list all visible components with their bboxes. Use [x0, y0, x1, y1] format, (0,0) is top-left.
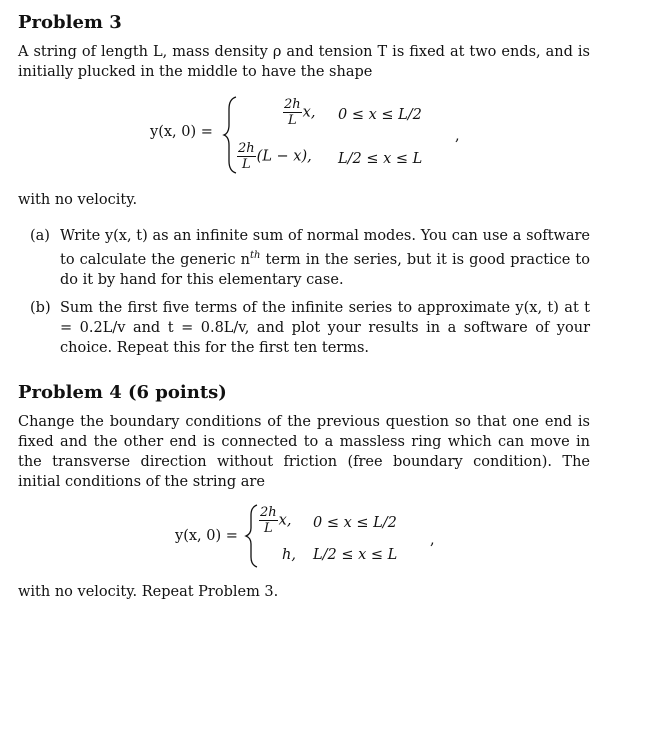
case-2-condition: L/2 ≤ x ≤ L	[338, 151, 423, 167]
case-2-numerator: 2h	[238, 141, 255, 156]
part-a-superscript: th	[249, 250, 261, 261]
case-1-condition: 0 ≤ x ≤ L/2	[338, 107, 422, 123]
part-a-text	[60, 226, 590, 290]
problem-3-heading: Problem 3	[18, 12, 122, 33]
part-b-label: (b)	[30, 300, 51, 316]
equation-trailing-comma: ,	[455, 128, 460, 144]
part-b-text: Sum the first five terms of the infinite series to approximate y(x, t) at t = 0.2L/v and t = 0.8L/v, and plot your results in a software of your choice. Repeat this for the first ten terms.	[60, 300, 590, 356]
case-1b-denominator: L	[264, 521, 273, 536]
equation-2-trailing-comma: ,	[430, 532, 435, 548]
part-b	[30, 298, 590, 358]
case-1b-expression	[258, 505, 291, 536]
case-2b-condition: L/2 ≤ x ≤ L	[313, 547, 398, 563]
case-1b-fraction	[259, 505, 278, 536]
case-2-expression	[236, 141, 312, 172]
case-1-numerator: 2h	[284, 97, 301, 112]
case-1-denominator: L	[288, 113, 297, 128]
case-1-fraction	[283, 97, 302, 128]
problem-3-after: with no velocity.	[18, 192, 138, 208]
case-1-expression	[282, 97, 315, 128]
case-2-fraction	[237, 141, 256, 172]
problem-4-intro: Change the boundary conditions of the previous question so that one end is fixed and the other end is connected to a massless ring which can move in the transverse direction without friction (free boundary condition). The initial conditions of the string are	[18, 414, 590, 490]
part-a-text-before: Write y(x, t) as an infinite sum of normal modes. You can use a software to calculate the generic n	[60, 228, 590, 268]
case-2b-expression: h,	[282, 547, 296, 563]
equation-lhs: y(x, 0) =	[150, 124, 213, 140]
case-1b-rest: x,	[278, 512, 292, 529]
case-1b-numerator: 2h	[260, 505, 277, 520]
case-1-rest: x,	[302, 104, 316, 121]
part-a-text-after: term in the series, but it is good practice to do it by hand for this elementary case.	[60, 251, 590, 288]
part-a-label: (a)	[30, 228, 50, 244]
case-2-denominator: L	[242, 157, 251, 172]
problem-4-after: with no velocity. Repeat Problem 3.	[18, 584, 279, 600]
case-2-rest: (L − x),	[256, 148, 312, 165]
problem-4-heading: Problem 4 (6 points)	[18, 382, 227, 403]
problem-3-intro: A string of length L, mass density ρ and tension T is fixed at two ends, and is initially plucked in the middle to have the shape	[18, 44, 590, 80]
case-1b-condition: 0 ≤ x ≤ L/2	[313, 515, 397, 531]
part-a	[30, 226, 590, 290]
equation-2-lhs: y(x, 0) =	[175, 528, 238, 544]
